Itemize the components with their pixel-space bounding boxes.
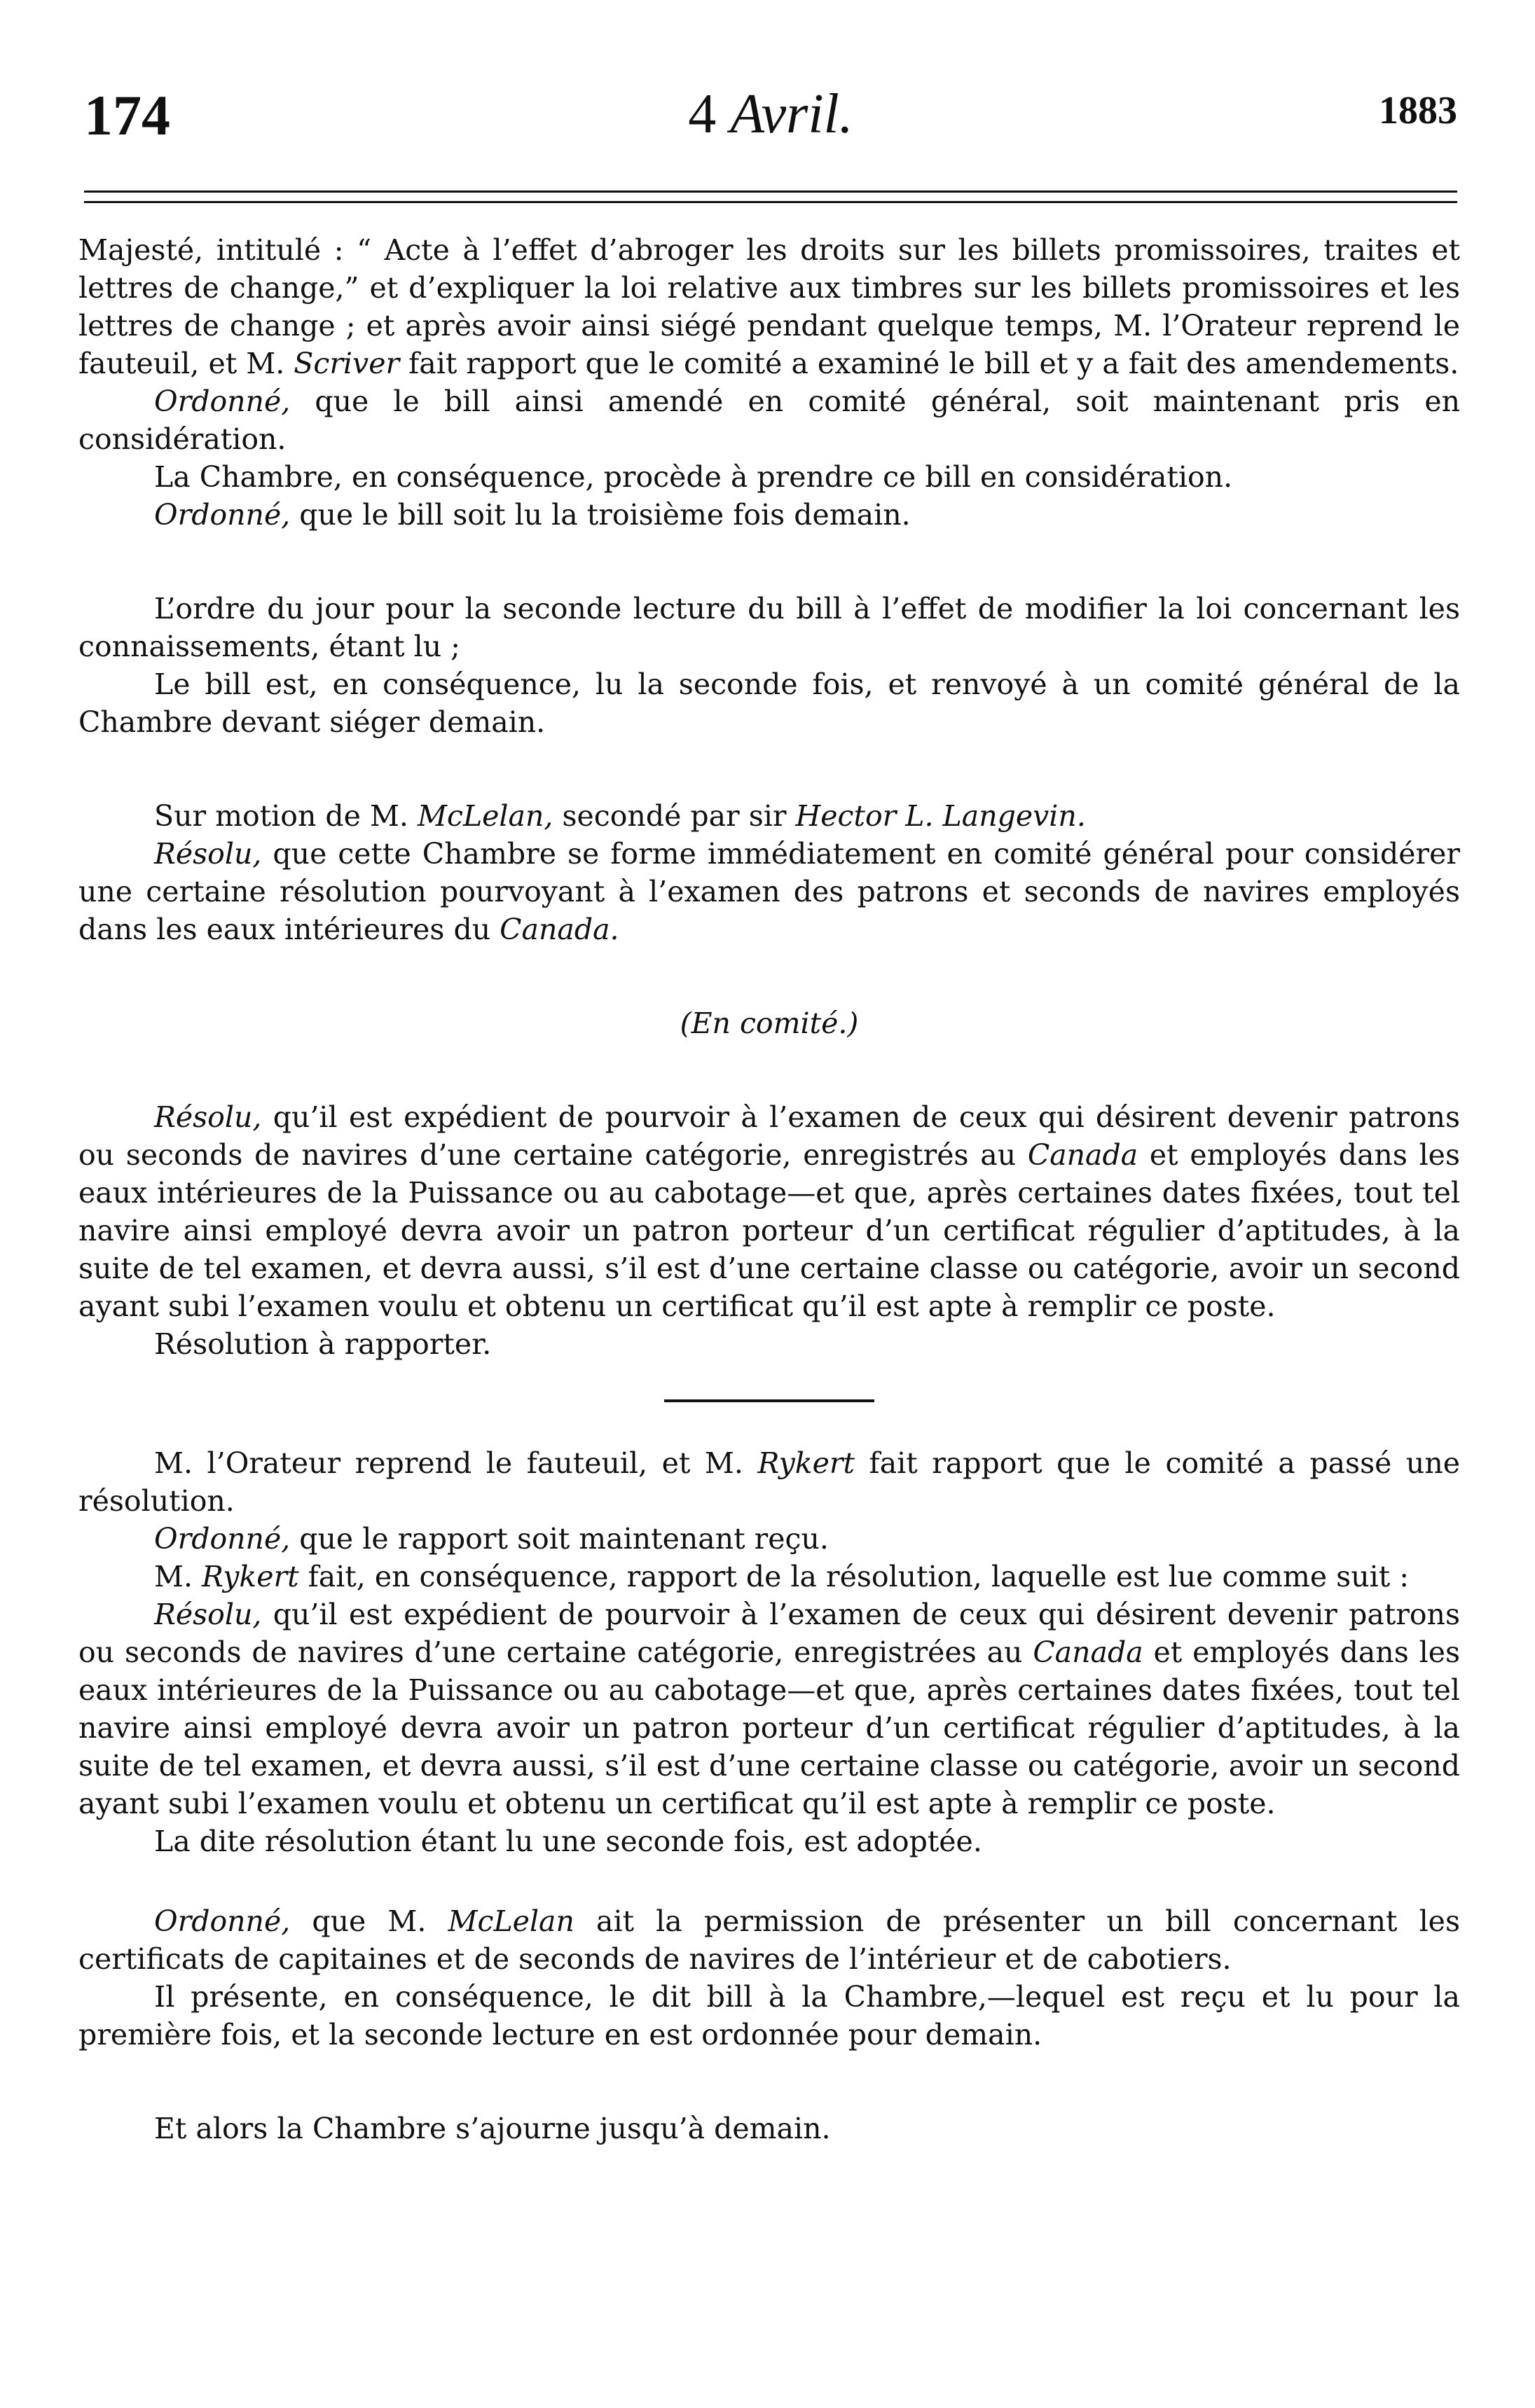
page-header [84, 83, 1457, 160]
paragraph-text: M. l’Orateur reprend le fauteuil, et M. [154, 1446, 758, 1480]
paragraph-text: que le rapport soit maintenant reçu. [290, 1522, 829, 1556]
lead-word: Ordonné, [154, 1522, 291, 1556]
paragraph-text: que cette Chambre se forme immédiatement en comité général pour considérer une certaine résolution pourvoyant à l’examen des patrons et seconds de navires employés dans les eaux intérieures du [78, 837, 1460, 946]
paragraph-text: Résolution à rapporter. [154, 1327, 492, 1361]
header-date-month: Avril. [730, 83, 853, 145]
lead-word: Ordonné, [154, 1904, 291, 1938]
place-name: Canada [1033, 1635, 1143, 1669]
person-name: Scriver [294, 347, 400, 380]
spacer [78, 1860, 1460, 1902]
paragraph-il-presente [78, 1978, 1460, 2054]
spacer [78, 741, 1460, 797]
paragraph-resolu-1 [78, 835, 1460, 948]
paragraph-text: Le bill est, en conséquence, lu la seconde fois, et renvoyé à un comité général de la Chambre devant siéger demain. [78, 667, 1460, 739]
header-year: 1883 [1379, 89, 1457, 132]
header-date-day: 4 [688, 83, 717, 145]
paragraph-text: Et alors la Chambre s’ajourne jusqu’à demain. [154, 2112, 831, 2145]
paragraph-text: qu’il est expédient de pourvoir à l’examen de ceux qui désirent devenir patrons ou seconds de navires d’une certaine catégorie, enregistrées au [78, 1598, 1460, 1669]
paragraph-motion [78, 797, 1460, 835]
person-name: McLelan [448, 1904, 574, 1938]
paragraph-resolu-2 [78, 1098, 1460, 1325]
paragraph-resolu-3 [78, 1596, 1460, 1822]
paragraph-text: et employés dans les eaux intérieures de la Puissance ou au cabotage—et que, après certaines dates fixées, tout tel navire ainsi employé devra avoir un patron porteur d’un certificat régulier d’aptitudes, à la suite de tel examen, et devra aussi, s’il est d’une certaine classe ou catégorie, avoir un second ayant subi l’examen voulu et obtenu un certificat qu’il est apte à remplir ce poste. [78, 1635, 1461, 1820]
person-name: Hector L. Langevin. [795, 799, 1086, 833]
lead-word: Résolu, [154, 1100, 262, 1134]
header-double-rule [84, 191, 1457, 203]
page-number: 174 [84, 83, 170, 147]
lead-word: Résolu, [154, 837, 262, 871]
lead-word: Résolu, [154, 1598, 262, 1631]
paragraph-text: fait rapport que le comité a examiné le bill et y a fait des amendements. [399, 347, 1459, 380]
paragraph-text: L’ordre du jour pour la seconde lecture du bill à l’effet de modifier la loi concernant les connaissements, étant lu ; [78, 592, 1460, 663]
lead-word: Ordonné, [154, 498, 291, 532]
paragraph-text: qu’il est expédient de pourvoir à l’examen de ceux qui désirent devenir patrons ou seconds de navires d’une certaine catégorie, enregistrés au [78, 1100, 1460, 1172]
place-name: Canada [1027, 1138, 1138, 1172]
paragraph-ordonne-3 [78, 1520, 1460, 1558]
paragraph-text: Sur motion de M. [154, 799, 418, 833]
paragraph-text: ait la permission de présenter un bill concernant les certificats de capitaines et de seconds de navires de l’intérieur et de cabotiers. [78, 1904, 1460, 1976]
paragraph-resolution-a-rapporter [78, 1325, 1460, 1363]
paragraph-text: secondé par sir [553, 799, 796, 833]
spacer [78, 948, 1460, 1004]
paragraph-text: que le bill ainsi amendé en comité général, soit maintenant pris en considération. [78, 385, 1460, 456]
paragraph-text: fait rapport que le comité a passé une résolution. [78, 1446, 1460, 1518]
paragraph-orateur-reprend [78, 1444, 1460, 1520]
person-name: Rykert [757, 1446, 855, 1480]
lead-word: Ordonné, [154, 385, 291, 418]
section-divider-rule [664, 1399, 874, 1402]
body-text [78, 231, 1460, 2147]
person-name: Rykert [202, 1560, 299, 1593]
paragraph-text: Il présente, en conséquence, le dit bill à la Chambre,—lequel est reçu et lu pour la première fois, et la seconde lecture en est ordonnée pour demain. [78, 1980, 1460, 2051]
paragraph-resolution-adoptee [78, 1822, 1460, 1860]
paragraph-ordonne-1 [78, 382, 1460, 458]
paragraph-text: La dite résolution étant lu une seconde fois, est adoptée. [154, 1825, 982, 1858]
paragraph-ordonne-4 [78, 1902, 1460, 1978]
paragraph-majeste [78, 231, 1460, 382]
spacer [78, 1042, 1460, 1098]
person-name: McLelan, [418, 799, 553, 833]
paragraph-chambre-procede [78, 458, 1460, 496]
paragraph-text: fait, en conséquence, rapport de la résolution, laquelle est lue comme suit : [298, 1560, 1410, 1593]
spacer [78, 2054, 1460, 2110]
paragraph-text: que le bill soit lu la troisième fois demain. [290, 498, 911, 532]
paragraph-rykert-rapport [78, 1558, 1460, 1596]
header-date [84, 83, 1457, 146]
paragraph-text: que M. [290, 1904, 448, 1938]
paragraph-text: Majesté, intitulé : “ Acte à l’effet d’abroger les droits sur les billets promissoires, traites et lettres de change,” et d’expliquer la loi relative aux timbres sur les billets promissoires et les lettres de change ; et après avoir ainsi siégé pendant quelque temps, M. l’Orateur reprend le fauteuil, et M. [78, 233, 1460, 380]
in-committee-heading: (En comité.) [680, 1006, 859, 1040]
paragraph-text: et employés dans les eaux intérieures de la Puissance ou au cabotage—et que, après certaines dates fixées, tout tel navire ainsi employé devra avoir un patron porteur d’un certificat régulier d’aptitudes, à la suite de tel examen, et devra aussi, s’il est d’une certaine classe ou catégorie, avoir un second ayant subi l’examen voulu et obtenu un certificat qu’il est apte à remplir ce poste. [78, 1138, 1460, 1323]
place-name: Canada. [500, 913, 619, 946]
paragraph-bill-lu [78, 665, 1460, 741]
paragraph-ordonne-2 [78, 496, 1460, 534]
paragraph-ordre-du-jour [78, 590, 1460, 665]
paragraph-text: M. [154, 1560, 202, 1593]
paragraph-ajournement [78, 2110, 1460, 2147]
paragraph-text: La Chambre, en conséquence, procède à prendre ce bill en considération. [154, 460, 1233, 494]
spacer [78, 534, 1460, 590]
